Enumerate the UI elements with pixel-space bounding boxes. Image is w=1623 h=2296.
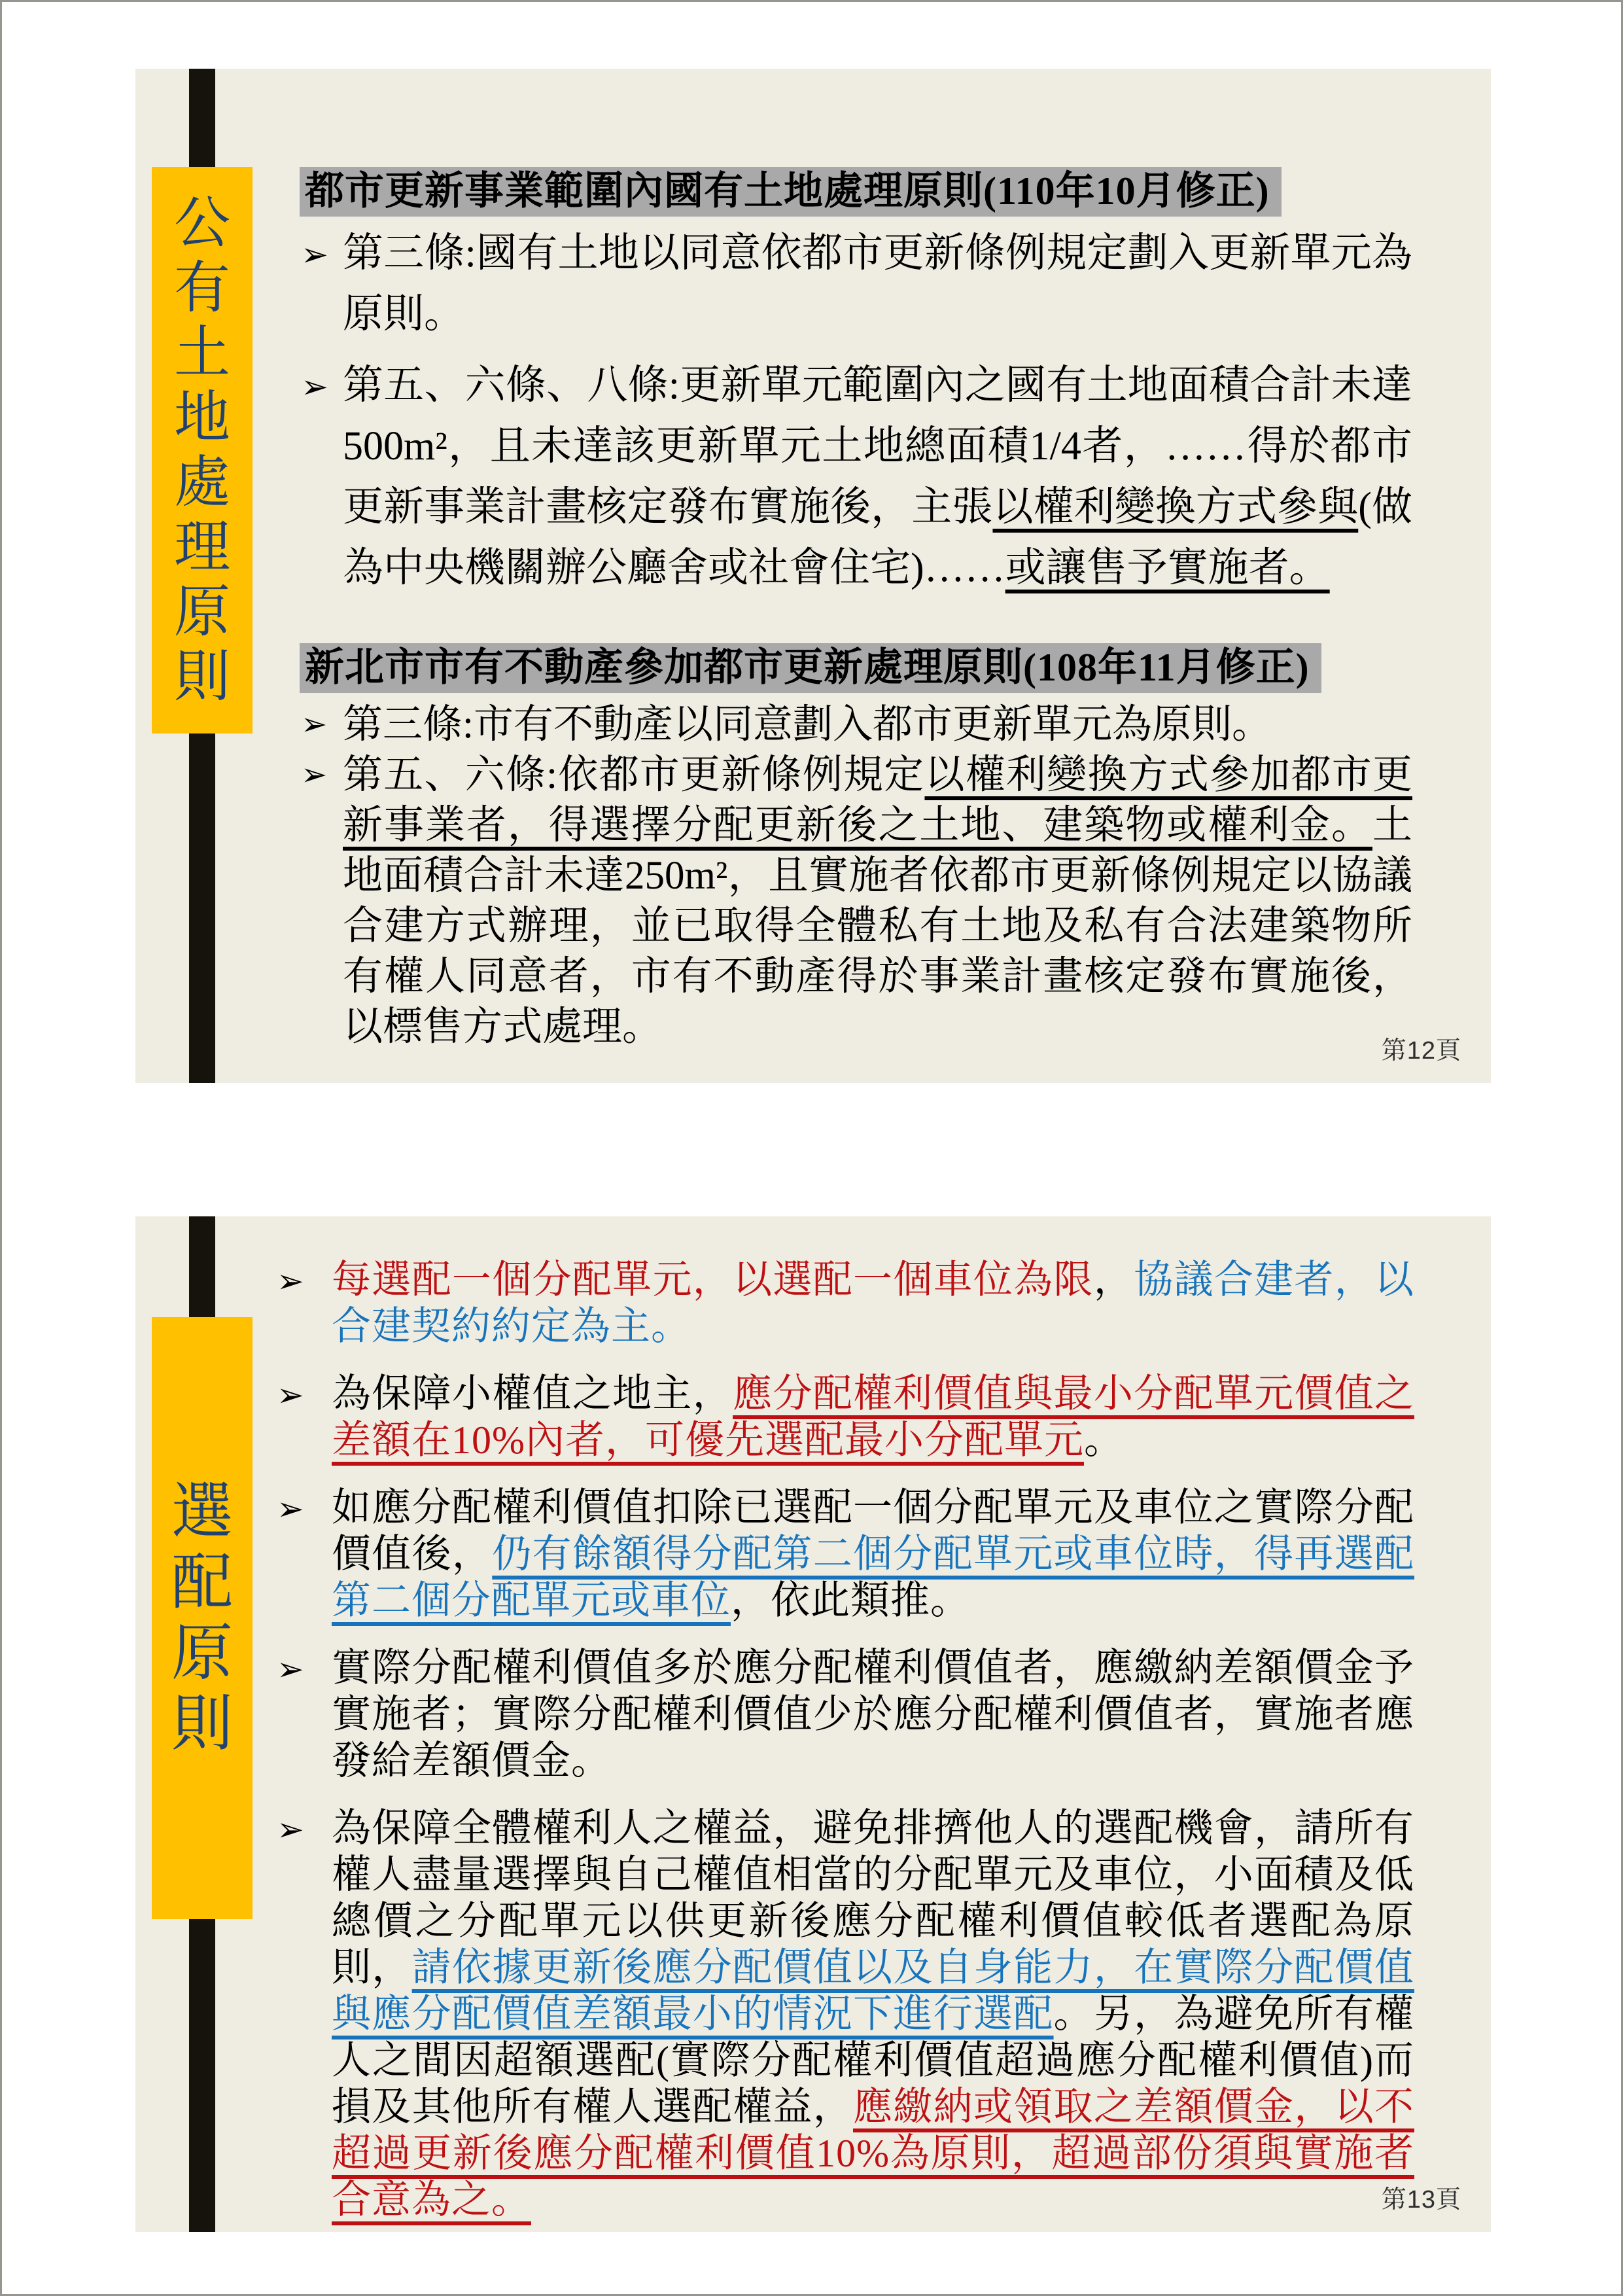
slide-page-13 xyxy=(135,1216,1491,2232)
side-title-char: 原 xyxy=(171,1619,233,1687)
side-title-char: 原 xyxy=(174,580,230,643)
text-run: 以權利變換方式參與 xyxy=(992,485,1359,529)
side-title-char: 公 xyxy=(174,192,230,255)
text-run: 或讓售予實施者。 xyxy=(1005,546,1330,590)
slide-page-12 xyxy=(135,69,1491,1083)
side-title-char: 理 xyxy=(174,515,230,578)
bullet-text xyxy=(343,703,1272,747)
page-number: 第12頁 xyxy=(1381,1037,1461,1065)
side-title-char: 配 xyxy=(171,1548,233,1617)
side-title-char: 則 xyxy=(174,645,230,708)
section-heading: 新北市市有不動產參加都市更新處理原則(108年11月修正) xyxy=(300,643,1321,693)
text-run: 以權利變換方式參加都市更新事業者，得選擇分配更新後之土地、建築物或權利金。 xyxy=(343,753,1412,847)
text-run: 協議合建者，以合建契約約定為主。 xyxy=(332,1258,1415,1348)
text-run: ，依此類推。 xyxy=(731,1579,970,1622)
bullet-text xyxy=(332,1486,1414,1622)
bullet-list xyxy=(300,699,1412,1052)
list-item xyxy=(300,750,1412,1052)
bullet-text xyxy=(343,231,1412,336)
list-item xyxy=(275,1805,1414,2223)
text-run: 為保障全體權利人之權益，避免排擠他人的選配機會，請所有權人盡量選擇與自己權值相當的分配單元及車位，小面積及低總價之分配單元以供更新後應分配權利價值較低者選配為原則， xyxy=(332,1807,1414,1989)
text-run: 。另，為避免所有權人之間因超額選配(實際分配權利價值超過應分配權利價值)而損及其他所有權人選配權益， xyxy=(332,1992,1415,2128)
list-item xyxy=(300,699,1412,750)
list-item xyxy=(275,1257,1414,1350)
bullet-arrow-icon: ➢ xyxy=(277,1650,305,1688)
text-run: 每選配一個分配單元，以選配一個車位為限 xyxy=(332,1258,1094,1301)
bullet-arrow-icon: ➢ xyxy=(301,368,328,406)
list-item xyxy=(300,355,1412,599)
side-title-box xyxy=(152,167,253,733)
side-title-char: 土 xyxy=(174,321,230,385)
section-heading: 都市更新事業範圍內國有土地處理原則(110年10月修正) xyxy=(300,167,1282,217)
text-run: 實際分配權利價值多於應分配權利價值者，應繳納差額價金予實施者；實際分配權利價值少於應分配權利價值者，實施者應發給差額價金。 xyxy=(332,1646,1414,1782)
text-run: 應繳納或領取之差額價金，以不超過更新後應分配權利價值10%為原則，超過部份須與實施者合意為之。 xyxy=(332,2085,1414,2221)
text-run: (做為中央機關辦公廳舍或社會住宅)…… xyxy=(343,485,1412,590)
bullet-text xyxy=(343,363,1412,590)
text-run: ， xyxy=(1093,1258,1134,1301)
bullet-list xyxy=(275,1257,1414,2223)
bullet-text xyxy=(332,1646,1414,1782)
text-run: 第五、六條:依都市更新條例規定 xyxy=(343,753,925,797)
text-run: 仍有餘額得分配第二個分配單元或車位時，得再選配第二個分配單元或車位 xyxy=(332,1532,1415,1622)
text-run: 第五、六條、八條:更新單元範圍內之國有土地面積合計未達500m²，且未達該更新單元土地總面積1/4者，……得於都市更新事業計畫核定發布實施後，主張 xyxy=(343,363,1412,529)
text-run: 如應分配權利價值扣除已選配一個分配單元及車位之實際分配價值後， xyxy=(332,1486,1414,1576)
text-run: 為保障小權值之地主， xyxy=(332,1372,733,1415)
page-number: 第13頁 xyxy=(1381,2186,1461,2214)
slide-content xyxy=(300,167,1412,1052)
bullet-arrow-icon: ➢ xyxy=(277,1262,305,1300)
list-item xyxy=(275,1645,1414,1784)
bullet-arrow-icon: ➢ xyxy=(301,236,328,274)
bullet-list xyxy=(300,223,1412,599)
bullet-text xyxy=(343,753,1412,1049)
text-run: 第三條:市有不動產以同意劃入都市更新單元為原則。 xyxy=(343,703,1272,747)
side-title-char: 處 xyxy=(174,451,230,514)
bullet-arrow-icon: ➢ xyxy=(277,1376,305,1414)
text-run: 土地面積合計未達250m²，且實施者依都市更新條例規定以協議合建方式辦理，並已取得全體私有土地及私有合法建築物所有權人同意者，市有不動產得於事業計畫核定發布實施後，以標售方式處理。 xyxy=(343,804,1412,1049)
list-item xyxy=(300,223,1412,345)
side-title-char: 有 xyxy=(174,256,230,320)
side-title-char: 則 xyxy=(171,1690,233,1759)
side-title-char: 選 xyxy=(171,1477,233,1546)
text-run: 第三條:國有土地以同意依都市更新條例規定劃入更新單元為原則。 xyxy=(343,231,1412,336)
side-title-box xyxy=(152,1317,253,1919)
bullet-arrow-icon: ➢ xyxy=(301,706,328,743)
bullet-arrow-icon: ➢ xyxy=(277,1490,305,1528)
slide-content xyxy=(275,1250,1414,2232)
bullet-arrow-icon: ➢ xyxy=(301,756,328,793)
side-title-char: 地 xyxy=(174,386,230,450)
text-run: 。 xyxy=(1083,1419,1124,1462)
list-item xyxy=(275,1485,1414,1624)
bullet-text xyxy=(332,1807,1414,2221)
bullet-text xyxy=(332,1258,1414,1348)
text-run: 應分配權利價值與最小分配單元價值之差額在10%內者，可優先選配最小分配單元 xyxy=(332,1372,1415,1462)
bullet-text xyxy=(332,1372,1414,1462)
list-item xyxy=(275,1371,1414,1464)
bullet-arrow-icon: ➢ xyxy=(277,1810,305,1848)
text-run: 請依據更新後應分配價值以及自身能力，在實際分配價值與應分配價值差額最小的情況下進行選配 xyxy=(332,1946,1415,2036)
